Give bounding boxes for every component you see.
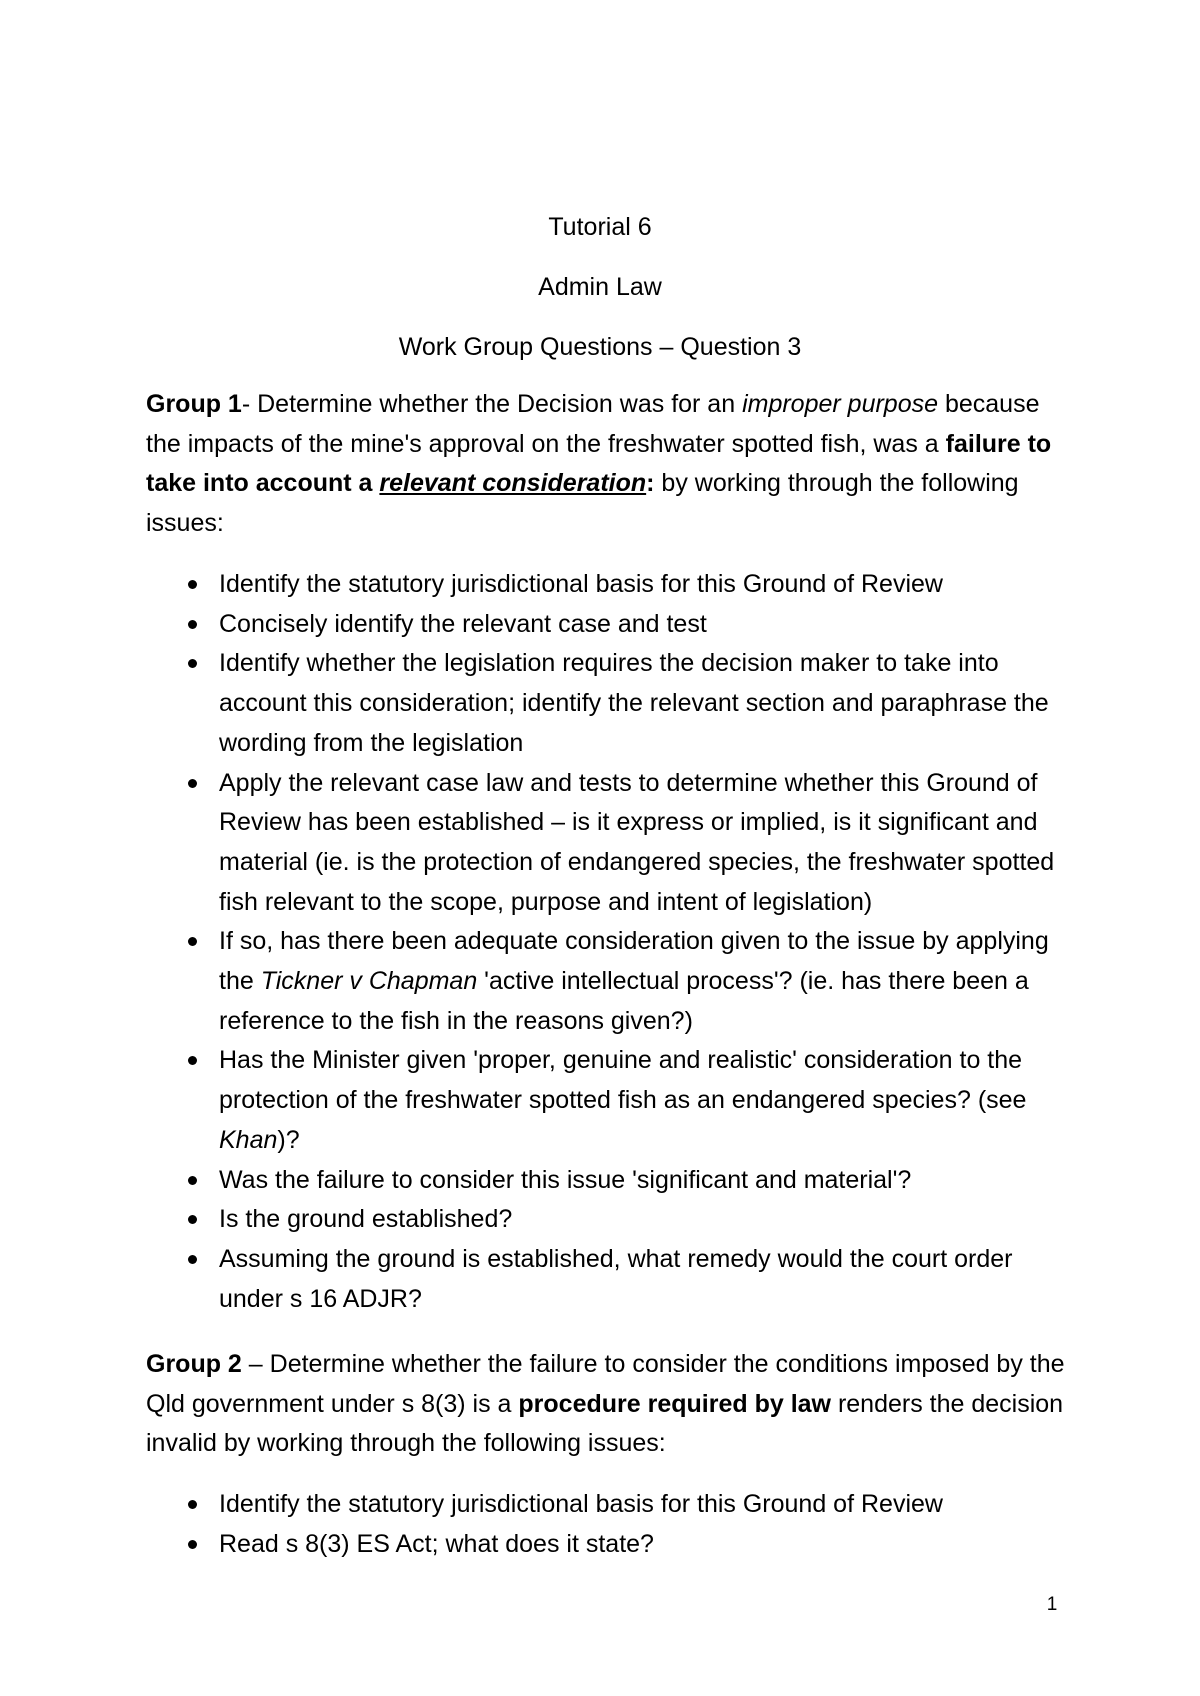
- list-item: [146, 922, 1066, 1041]
- group1-intro: [146, 385, 1066, 544]
- group2-intro: [146, 1345, 1066, 1464]
- bullet-icon: [188, 659, 197, 668]
- group2-procedure-phrase: procedure required by law: [518, 1389, 831, 1418]
- bullet-icon: [188, 1056, 197, 1065]
- group1-text-1: - Determine whether the Decision was for an: [241, 390, 743, 418]
- list-item: [146, 764, 1066, 923]
- group1-colon: :: [646, 469, 655, 498]
- document-subject: Admin Law: [538, 273, 662, 301]
- group2-text-1: – Determine whether the failure to consider the conditions imposed by the Qld government under s 8(3) is a: [146, 1350, 1065, 1418]
- bullet-icon: [188, 937, 197, 946]
- list-item-text: Read s 8(3) ES Act; what does it state?: [219, 1529, 654, 1558]
- list-item-text: Is the ground established?: [219, 1205, 513, 1234]
- page-number: 1: [1046, 1594, 1058, 1615]
- bullet-icon: [188, 620, 197, 629]
- list-item-text: )?: [277, 1125, 300, 1154]
- group1-issue-list: [146, 565, 1066, 1319]
- list-item-text: Identify the statutory jurisdictional basis for this Ground of Review: [219, 570, 943, 598]
- list-item: [146, 1200, 1066, 1240]
- list-item-text: Concisely identify the relevant case and test: [219, 609, 707, 638]
- group1-relevant-consideration: relevant consideration: [379, 469, 647, 498]
- group1-failure-phrase: failure to take into account a: [146, 429, 1052, 498]
- bullet-icon: [188, 1500, 197, 1509]
- list-item-text: Has the Minister given 'proper, genuine and realistic' consideration to the protection of the freshwater spotted fish as an endangered species? (see: [219, 1046, 1027, 1115]
- group1-text-2: because the impacts of the mine's approval on the freshwater spotted fish, was a: [146, 390, 1040, 458]
- list-item: [146, 605, 1066, 645]
- list-item-text: If so, has there been adequate consideration given to the issue by applying the: [219, 927, 1049, 996]
- bullet-icon: [188, 1255, 197, 1264]
- list-item-text: Identify the statutory jurisdictional basis for this Ground of Review: [219, 1490, 943, 1518]
- case-name-khan: Khan: [219, 1125, 278, 1154]
- bullet-icon: [188, 1540, 197, 1549]
- list-item-text: Was the failure to consider this issue 'significant and material'?: [219, 1165, 912, 1194]
- bullet-icon: [188, 1215, 197, 1224]
- bullet-icon: [188, 580, 197, 589]
- document-heading: Work Group Questions – Question 3: [398, 333, 802, 361]
- bullet-icon: [188, 1176, 197, 1185]
- list-item: [146, 1161, 1066, 1201]
- bullet-icon: [188, 779, 197, 788]
- group1-improper-purpose: improper purpose: [742, 390, 939, 418]
- list-item-text: Identify whether the legislation requires the decision maker to take into account this consideration; identify the relevant section and paraphrase the wording from the legislation: [219, 649, 1049, 757]
- list-item-text: 'active intellectual process'? (ie. has there been a reference to the fish in the reasons given?): [219, 967, 1029, 1035]
- group2-label: Group 2: [146, 1350, 242, 1378]
- case-name-tickner: Tickner v Chapman: [260, 967, 478, 996]
- list-item: [146, 1041, 1066, 1160]
- list-item: [146, 1240, 1066, 1319]
- group2-text-2: renders the decision invalid by working through the following issues:: [146, 1389, 1064, 1458]
- document-title: Tutorial 6: [548, 213, 652, 241]
- list-item: [146, 1525, 1066, 1565]
- list-item: [146, 565, 1066, 605]
- list-item-text: Apply the relevant case law and tests to determine whether this Ground of Review has been established – is it express or implied, is it significant and material (ie. is the protection of endangered species, the freshwater spotted fish relevant to the scope, purpose and intent of legislation): [219, 768, 1055, 916]
- list-item-text: Assuming the ground is established, what remedy would the court order under s 16 ADJR?: [219, 1244, 1013, 1313]
- group1-label: Group 1: [146, 390, 242, 418]
- list-item: [146, 644, 1066, 763]
- group1-text-3: by working through the following issues:: [146, 469, 1019, 538]
- list-item: [146, 1485, 1066, 1525]
- group2-issue-list: [146, 1485, 1066, 1564]
